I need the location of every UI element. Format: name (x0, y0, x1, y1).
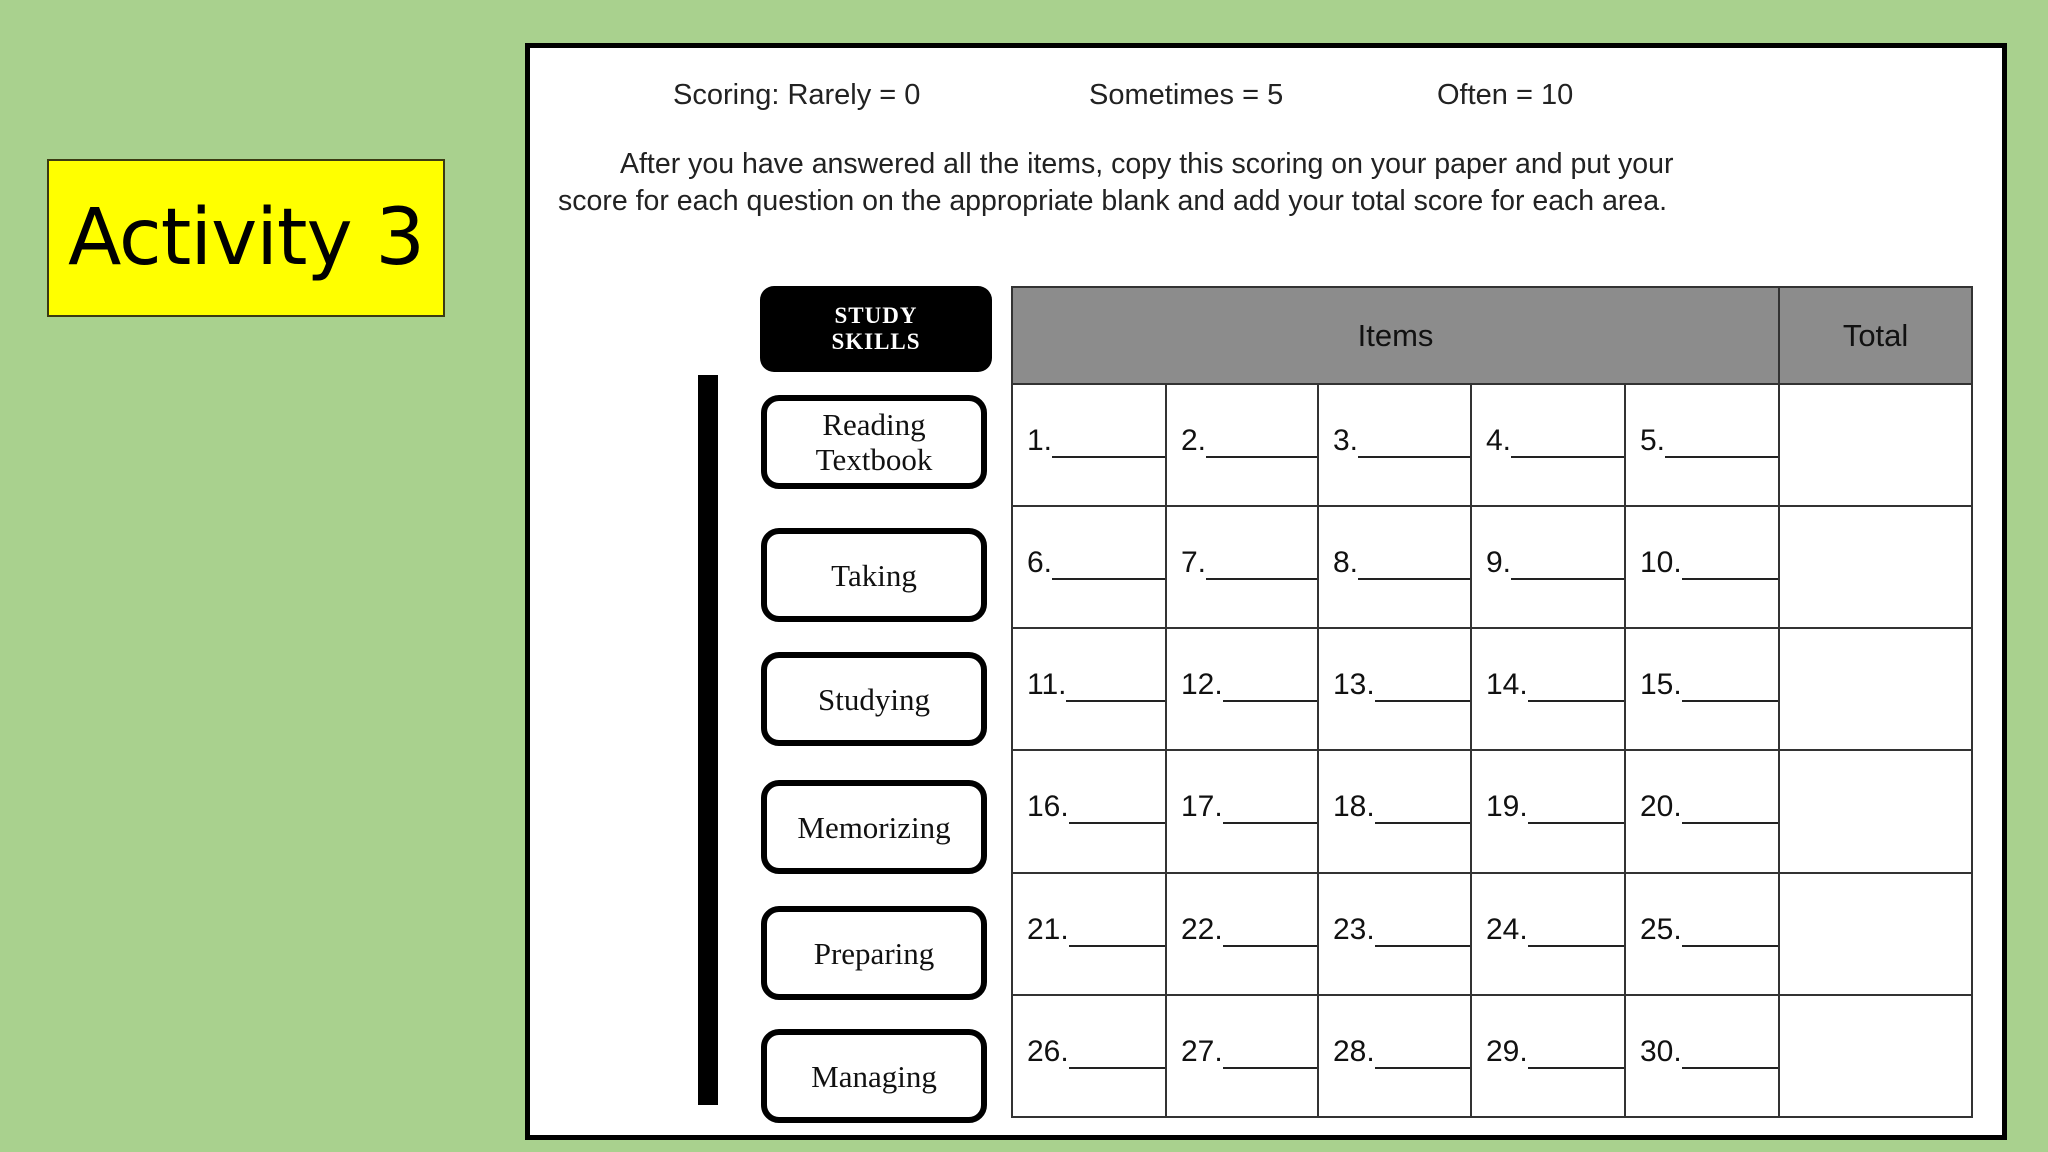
total-cell (1779, 384, 1972, 506)
item-cell (1471, 384, 1625, 506)
answer-blank (1682, 919, 1778, 947)
answer-blank (1682, 796, 1778, 824)
instruction-line-1: After you have answered all the items, copy this scoring on your paper and put your (620, 148, 1674, 180)
item-cell (1625, 384, 1779, 506)
answer-blank (1066, 674, 1165, 702)
item-cell (1625, 506, 1779, 628)
item-number: 6. (1027, 546, 1053, 580)
table-header-row (1012, 287, 1972, 384)
item-number: 28. (1333, 1034, 1375, 1068)
skill-label: Managing (811, 1058, 937, 1094)
item-cell (1012, 750, 1166, 872)
skill-label: Studying (818, 681, 930, 717)
answer-blank (1682, 1041, 1778, 1069)
answer-blank (1358, 552, 1470, 580)
item-cell (1012, 506, 1166, 628)
answer-blank (1528, 1041, 1624, 1069)
answer-blank (1375, 796, 1470, 824)
table-row (1012, 873, 1972, 995)
skill-label: Taking (831, 557, 917, 593)
scoring-often: Often = 10 (1437, 79, 1574, 111)
scoring-legend (530, 79, 2002, 119)
skill-box (761, 780, 987, 874)
item-cell (1012, 995, 1166, 1117)
item-cell (1471, 873, 1625, 995)
item-number: 25. (1640, 912, 1682, 946)
item-cell (1471, 750, 1625, 872)
item-number: 16. (1027, 790, 1069, 824)
total-cell (1779, 506, 1972, 628)
activity-title: Activity 3 (67, 193, 425, 283)
item-cell (1625, 995, 1779, 1117)
item-number: 10. (1640, 546, 1682, 580)
item-number: 19. (1486, 790, 1528, 824)
item-number: 9. (1486, 546, 1512, 580)
answer-blank (1682, 552, 1778, 580)
items-header: Items (1012, 287, 1779, 384)
answer-blank (1375, 674, 1470, 702)
answer-blank (1069, 796, 1165, 824)
answer-blank (1069, 1041, 1165, 1069)
answer-blank (1665, 430, 1778, 458)
item-number: 2. (1181, 424, 1207, 457)
answer-blank (1375, 919, 1470, 947)
total-header: Total (1779, 287, 1972, 384)
scoring-rarely: Scoring: Rarely = 0 (673, 79, 921, 111)
table-row (1012, 384, 1972, 506)
item-number: 15. (1640, 668, 1682, 702)
answer-blank (1069, 919, 1165, 947)
item-cell (1318, 750, 1471, 872)
answer-blank (1511, 552, 1624, 580)
skill-box (761, 906, 987, 1000)
item-cell (1012, 628, 1166, 750)
item-number: 22. (1181, 912, 1223, 946)
item-number: 21. (1027, 912, 1069, 946)
item-cell (1166, 750, 1318, 872)
instruction-line-2: score for each question on the appropriate blank and add your total score for each area. (558, 185, 1668, 217)
item-number: 18. (1333, 790, 1375, 824)
item-number: 13. (1333, 668, 1375, 702)
answer-blank (1223, 919, 1317, 947)
worksheet-image (525, 43, 2007, 1140)
skill-label: Reading Textbook (815, 407, 933, 477)
total-cell (1779, 873, 1972, 995)
item-number: 26. (1027, 1034, 1069, 1068)
item-cell (1166, 506, 1318, 628)
total-cell (1779, 628, 1972, 750)
skill-box (761, 652, 987, 746)
answer-blank (1375, 1041, 1470, 1069)
skill-label: Memorizing (797, 809, 951, 845)
item-cell (1318, 995, 1471, 1117)
item-number: 12. (1181, 668, 1223, 702)
skill-box (761, 528, 987, 622)
answer-blank (1223, 674, 1317, 702)
table-row (1012, 628, 1972, 750)
scoring-sometimes: Sometimes = 5 (1089, 79, 1284, 111)
answer-blank (1223, 796, 1317, 824)
answer-blank (1528, 919, 1624, 947)
table-row (1012, 750, 1972, 872)
item-number: 30. (1640, 1034, 1682, 1068)
item-cell (1318, 384, 1471, 506)
skill-box (761, 395, 987, 489)
item-cell (1318, 628, 1471, 750)
answer-blank (1206, 552, 1317, 580)
item-cell (1471, 628, 1625, 750)
answer-blank (1052, 430, 1165, 458)
skill-box (761, 1029, 987, 1123)
answer-blank (1528, 796, 1624, 824)
item-cell (1012, 384, 1166, 506)
item-number: 20. (1640, 790, 1682, 824)
item-number: 17. (1181, 790, 1223, 824)
answer-blank (1358, 430, 1470, 458)
answer-blank (1206, 430, 1317, 458)
item-number: 8. (1333, 546, 1359, 580)
answer-blank (1223, 1041, 1317, 1069)
activity-title-box (47, 159, 445, 317)
item-number: 3. (1333, 424, 1359, 457)
item-cell (1625, 750, 1779, 872)
item-number: 27. (1181, 1034, 1223, 1068)
study-skills-label: STUDY SKILLS (831, 303, 921, 354)
item-cell (1166, 384, 1318, 506)
study-skills-header (760, 286, 992, 372)
item-cell (1471, 506, 1625, 628)
answer-blank (1511, 430, 1624, 458)
table-body (1012, 384, 1972, 1117)
item-cell (1318, 506, 1471, 628)
item-number: 11. (1027, 668, 1067, 702)
item-number: 24. (1486, 912, 1528, 946)
item-cell (1166, 873, 1318, 995)
total-cell (1779, 750, 1972, 872)
answer-blank (1528, 674, 1624, 702)
item-cell (1166, 628, 1318, 750)
skill-label: Preparing (813, 935, 935, 971)
item-number: 1. (1027, 424, 1053, 457)
score-table (1011, 286, 1973, 1118)
item-cell (1012, 873, 1166, 995)
item-cell (1625, 628, 1779, 750)
table-row (1012, 995, 1972, 1117)
instruction-text (558, 146, 1998, 220)
item-cell (1318, 873, 1471, 995)
item-cell (1471, 995, 1625, 1117)
item-cell (1166, 995, 1318, 1117)
item-number: 14. (1486, 668, 1528, 702)
item-number: 5. (1640, 424, 1666, 457)
table-row (1012, 506, 1972, 628)
answer-blank (1682, 674, 1778, 702)
total-cell (1779, 995, 1972, 1117)
answer-blank (1052, 552, 1165, 580)
item-number: 7. (1181, 546, 1207, 580)
item-cell (1625, 873, 1779, 995)
item-number: 4. (1486, 424, 1512, 457)
item-number: 29. (1486, 1034, 1528, 1068)
vertical-bar (698, 375, 718, 1105)
item-number: 23. (1333, 912, 1375, 946)
